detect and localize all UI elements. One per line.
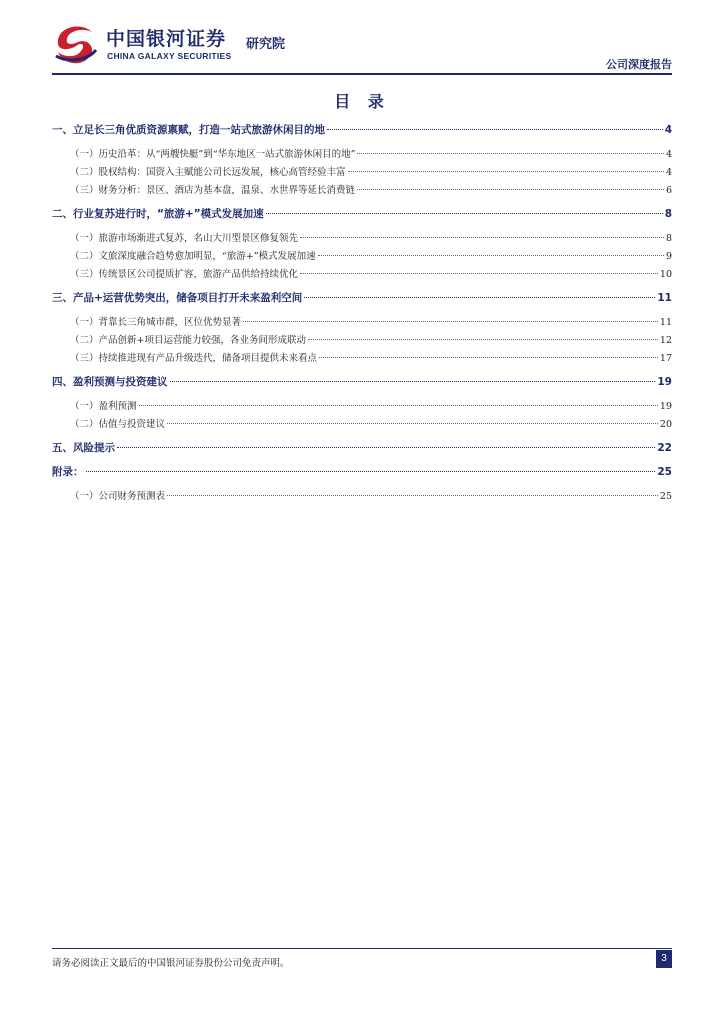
toc-section-entry[interactable]	[52, 374, 672, 392]
toc-dot-leader	[318, 255, 664, 256]
toc-entry-label: （一）历史沿革：从“两艘快艇”到“华东地区一站式旅游休闲目的地”	[70, 149, 356, 160]
toc-entry-page: 4	[665, 167, 672, 178]
page-header	[0, 0, 724, 76]
toc-entry-page: 22	[657, 442, 672, 454]
toc-entry-label: （二）产品创新+项目运营能力较强，各业务间形成联动	[70, 335, 306, 346]
toc-entry-page: 12	[659, 335, 672, 346]
toc-dot-leader	[117, 447, 655, 448]
toc-dot-leader	[327, 129, 663, 130]
toc-dot-leader	[266, 213, 663, 214]
toc-entry-page: 6	[665, 185, 672, 196]
toc-dot-leader	[170, 381, 656, 382]
toc-entry-page: 25	[659, 491, 672, 502]
toc-subsection-entry[interactable]	[52, 146, 672, 164]
toc-dot-leader	[357, 153, 664, 154]
toc-subsection-entry[interactable]	[52, 164, 672, 182]
brand-institute: 研究院	[246, 37, 286, 52]
toc-entry-label: 附录：	[52, 466, 84, 478]
toc-dot-leader	[86, 471, 656, 472]
toc-entry-page: 11	[657, 292, 672, 304]
toc-entry-page: 8	[665, 233, 672, 244]
page-number: 3	[656, 950, 672, 968]
toc-entry-label: （二）估值与投资建议	[70, 419, 166, 430]
toc-entry-label: 五、风险提示	[52, 442, 115, 454]
toc-dot-leader	[348, 171, 664, 172]
toc-dot-leader	[319, 357, 658, 358]
toc-dot-leader	[300, 237, 664, 238]
header-divider	[52, 73, 672, 75]
toc-entry-label: 二、行业复苏进行时，“旅游+”模式发展加速	[52, 208, 264, 220]
toc-subsection-entry[interactable]	[52, 314, 672, 332]
toc-subsection-entry[interactable]	[52, 488, 672, 506]
toc-entry-page: 19	[659, 401, 672, 412]
toc-dot-leader	[167, 423, 658, 424]
toc-section-entry[interactable]	[52, 122, 672, 140]
toc-dot-leader	[304, 297, 655, 298]
toc-entry-label: （二）股权结构：国资入主赋能公司长远发展，核心高管经验丰富	[70, 167, 346, 178]
toc-entry-label: 一、立足长三角优质资源禀赋，打造一站式旅游休闲目的地	[52, 124, 325, 136]
toc-dot-leader	[308, 339, 658, 340]
toc-entry-label: （一）旅游市场渐进式复苏，名山大川型景区修复领先	[70, 233, 299, 244]
toc-entry-page: 11	[659, 317, 672, 328]
toc-dot-leader	[243, 321, 658, 322]
toc-entry-page: 17	[659, 353, 672, 364]
toc-subsection-entry[interactable]	[52, 266, 672, 284]
toc-entry-page: 19	[657, 376, 672, 388]
toc-subsection-entry[interactable]	[52, 350, 672, 368]
toc-dot-leader	[139, 405, 658, 406]
toc-entry-label: （三）财务分析：景区、酒店为基本盘，温泉、水世界等延长消费链	[70, 185, 356, 196]
footer-disclaimer: 请务必阅读正文最后的中国银河证券股份公司免责声明。	[52, 958, 290, 969]
brand-name-cn: 中国银河证券	[106, 28, 227, 50]
toc-subsection-entry[interactable]	[52, 248, 672, 266]
toc-entry-label: 三、产品+运营优势突出，储备项目打开未来盈利空间	[52, 292, 303, 304]
toc-entry-label: （三）持续推进现有产品升级迭代，储备项目提供未来看点	[70, 353, 318, 364]
report-type-label: 公司深度报告	[606, 58, 672, 71]
toc-entry-label: （二）文旅深度融合趋势愈加明显，“旅游+”模式发展加速	[70, 251, 316, 262]
toc-section-entry[interactable]	[52, 206, 672, 224]
toc-dot-leader	[167, 495, 658, 496]
toc-entry-label: （一）公司财务预测表	[70, 491, 166, 502]
toc-entry-page: 20	[659, 419, 672, 430]
toc-entry-label: （三）传统景区公司提质扩容，旅游产品供给持续优化	[70, 269, 299, 280]
toc-dot-leader	[357, 189, 664, 190]
toc-subsection-entry[interactable]	[52, 182, 672, 200]
toc-dot-leader	[300, 273, 658, 274]
toc-section-entry[interactable]	[52, 440, 672, 458]
footer-divider	[52, 948, 672, 949]
toc-entry-label: 四、盈利预测与投资建议	[52, 376, 168, 388]
toc-title: 目 录	[334, 92, 390, 111]
toc-entry-label: （一）盈利预测	[70, 401, 137, 412]
toc-subsection-entry[interactable]	[52, 230, 672, 248]
toc-entry-page: 10	[659, 269, 672, 280]
toc-entry-page: 8	[664, 208, 672, 220]
toc-entry-page: 4	[665, 149, 672, 160]
toc-entry-page: 25	[657, 466, 672, 478]
toc-entry-page: 9	[665, 251, 672, 262]
toc-entry-page: 4	[664, 124, 672, 136]
toc-subsection-entry[interactable]	[52, 416, 672, 434]
toc-subsection-entry[interactable]	[52, 398, 672, 416]
galaxy-logo-icon	[52, 22, 98, 68]
brand-name-en: CHINA GALAXY SECURITIES	[107, 51, 232, 61]
toc-section-entry[interactable]	[52, 464, 672, 482]
toc-subsection-entry[interactable]	[52, 332, 672, 350]
toc-section-entry[interactable]	[52, 290, 672, 308]
toc-entry-label: （一）背靠长三角城市群，区位优势显著	[70, 317, 242, 328]
